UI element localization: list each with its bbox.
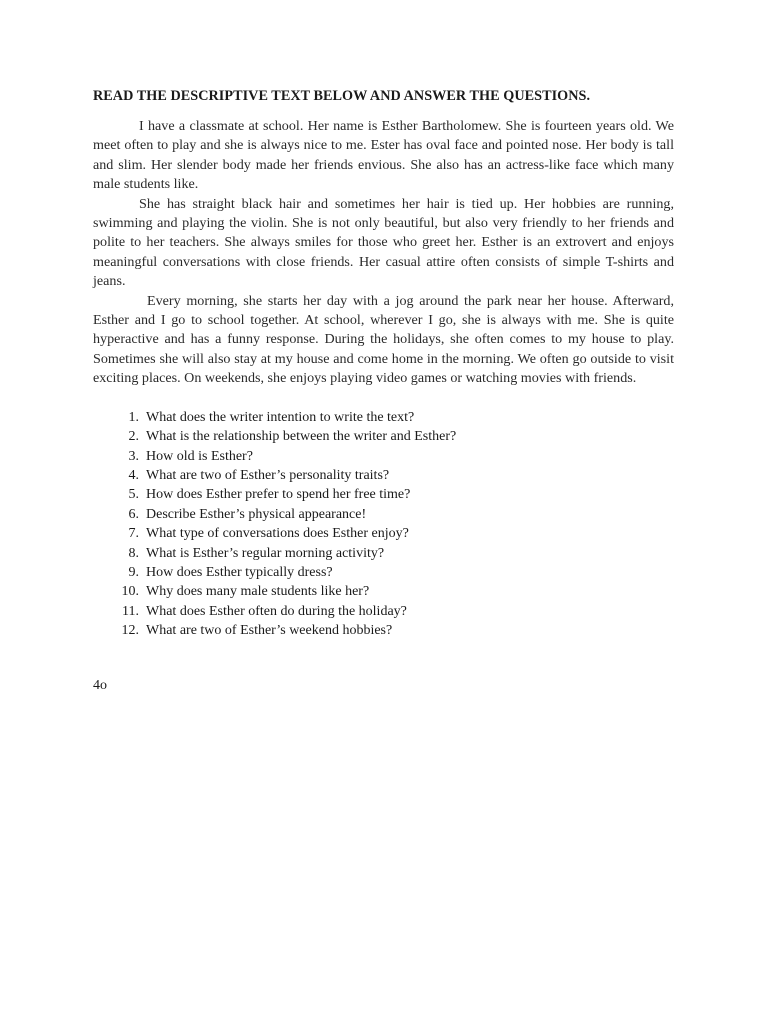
- question-text: Why does many male students like her?: [146, 584, 370, 600]
- question-number: 12.: [121, 623, 139, 639]
- question-number: 8.: [128, 545, 139, 561]
- question-number: 4.: [128, 467, 139, 483]
- question-text: What does Esther often do during the holiday?: [146, 603, 407, 619]
- question-item: [93, 602, 674, 621]
- question-text: What type of conversations does Esther enjoy?: [146, 526, 409, 542]
- document-page: [93, 86, 674, 641]
- question-item: [93, 563, 674, 582]
- question-number: 1.: [128, 409, 139, 425]
- question-item: [93, 485, 674, 504]
- question-item: [93, 408, 674, 427]
- question-item: [93, 582, 674, 601]
- question-text: Describe Esther’s physical appearance!: [146, 506, 367, 522]
- question-item: [93, 427, 674, 446]
- question-text: What are two of Esther’s personality traits?: [146, 467, 390, 483]
- question-text: How old is Esther?: [146, 448, 253, 464]
- paragraph-3: Every morning, she starts her day with a jog around the park near her house. Afterward, Esther and I go to school together. At school, wherever I go, she is always with me. She is quite hyperactive and has a funny response. During the holidays, she often comes to my house to play. Sometimes she will also stay at my house and come home in the morning. We often go outside to visit exciting places. On weekends, she enjoys playing video games or watching movies with friends.: [93, 292, 674, 387]
- question-number: 6.: [128, 506, 139, 522]
- question-text: What is the relationship between the writer and Esther?: [146, 429, 457, 445]
- question-text: What does the writer intention to write the text?: [146, 409, 415, 425]
- footer-note: 4o: [93, 678, 107, 693]
- question-number: 5.: [128, 487, 139, 503]
- question-item: [93, 505, 674, 524]
- question-item: [93, 544, 674, 563]
- question-item: [93, 466, 674, 485]
- question-text: What is Esther’s regular morning activity?: [146, 545, 385, 561]
- question-text: How does Esther prefer to spend her free time?: [146, 487, 411, 503]
- question-text: How does Esther typically dress?: [146, 564, 333, 580]
- paragraph-2: She has straight black hair and sometimes her hair is tied up. Her hobbies are running, swimming and playing the violin. She is not only beautiful, but also very friendly to her friends and polite to her teachers. She always smiles for those who greet her. Esther is an extrovert and enjoys meaningful conversations with close friends. Her casual attire often consists of simple T-shirts and jeans.: [93, 195, 674, 290]
- question-item: [93, 621, 674, 640]
- question-number: 7.: [128, 526, 139, 542]
- question-item: [93, 447, 674, 466]
- question-number: 9.: [128, 564, 139, 580]
- question-number: 2.: [128, 429, 139, 445]
- paragraph-1: I have a classmate at school. Her name is Esther Bartholomew. She is fourteen years old. We meet often to play and she is always nice to me. Ester has oval face and pointed nose. Her body is tall and slim. Her slender body made her friends envious. She also has an actress-like face which many male students like.: [93, 118, 674, 193]
- question-number: 3.: [128, 448, 139, 464]
- question-number: 10.: [121, 584, 139, 600]
- document-heading: READ THE DESCRIPTIVE TEXT BELOW AND ANSWER THE QUESTIONS.: [93, 88, 591, 104]
- question-item: [93, 524, 674, 543]
- question-list: [93, 408, 674, 641]
- question-number: 11.: [122, 603, 139, 619]
- question-text: What are two of Esther’s weekend hobbies?: [146, 623, 393, 639]
